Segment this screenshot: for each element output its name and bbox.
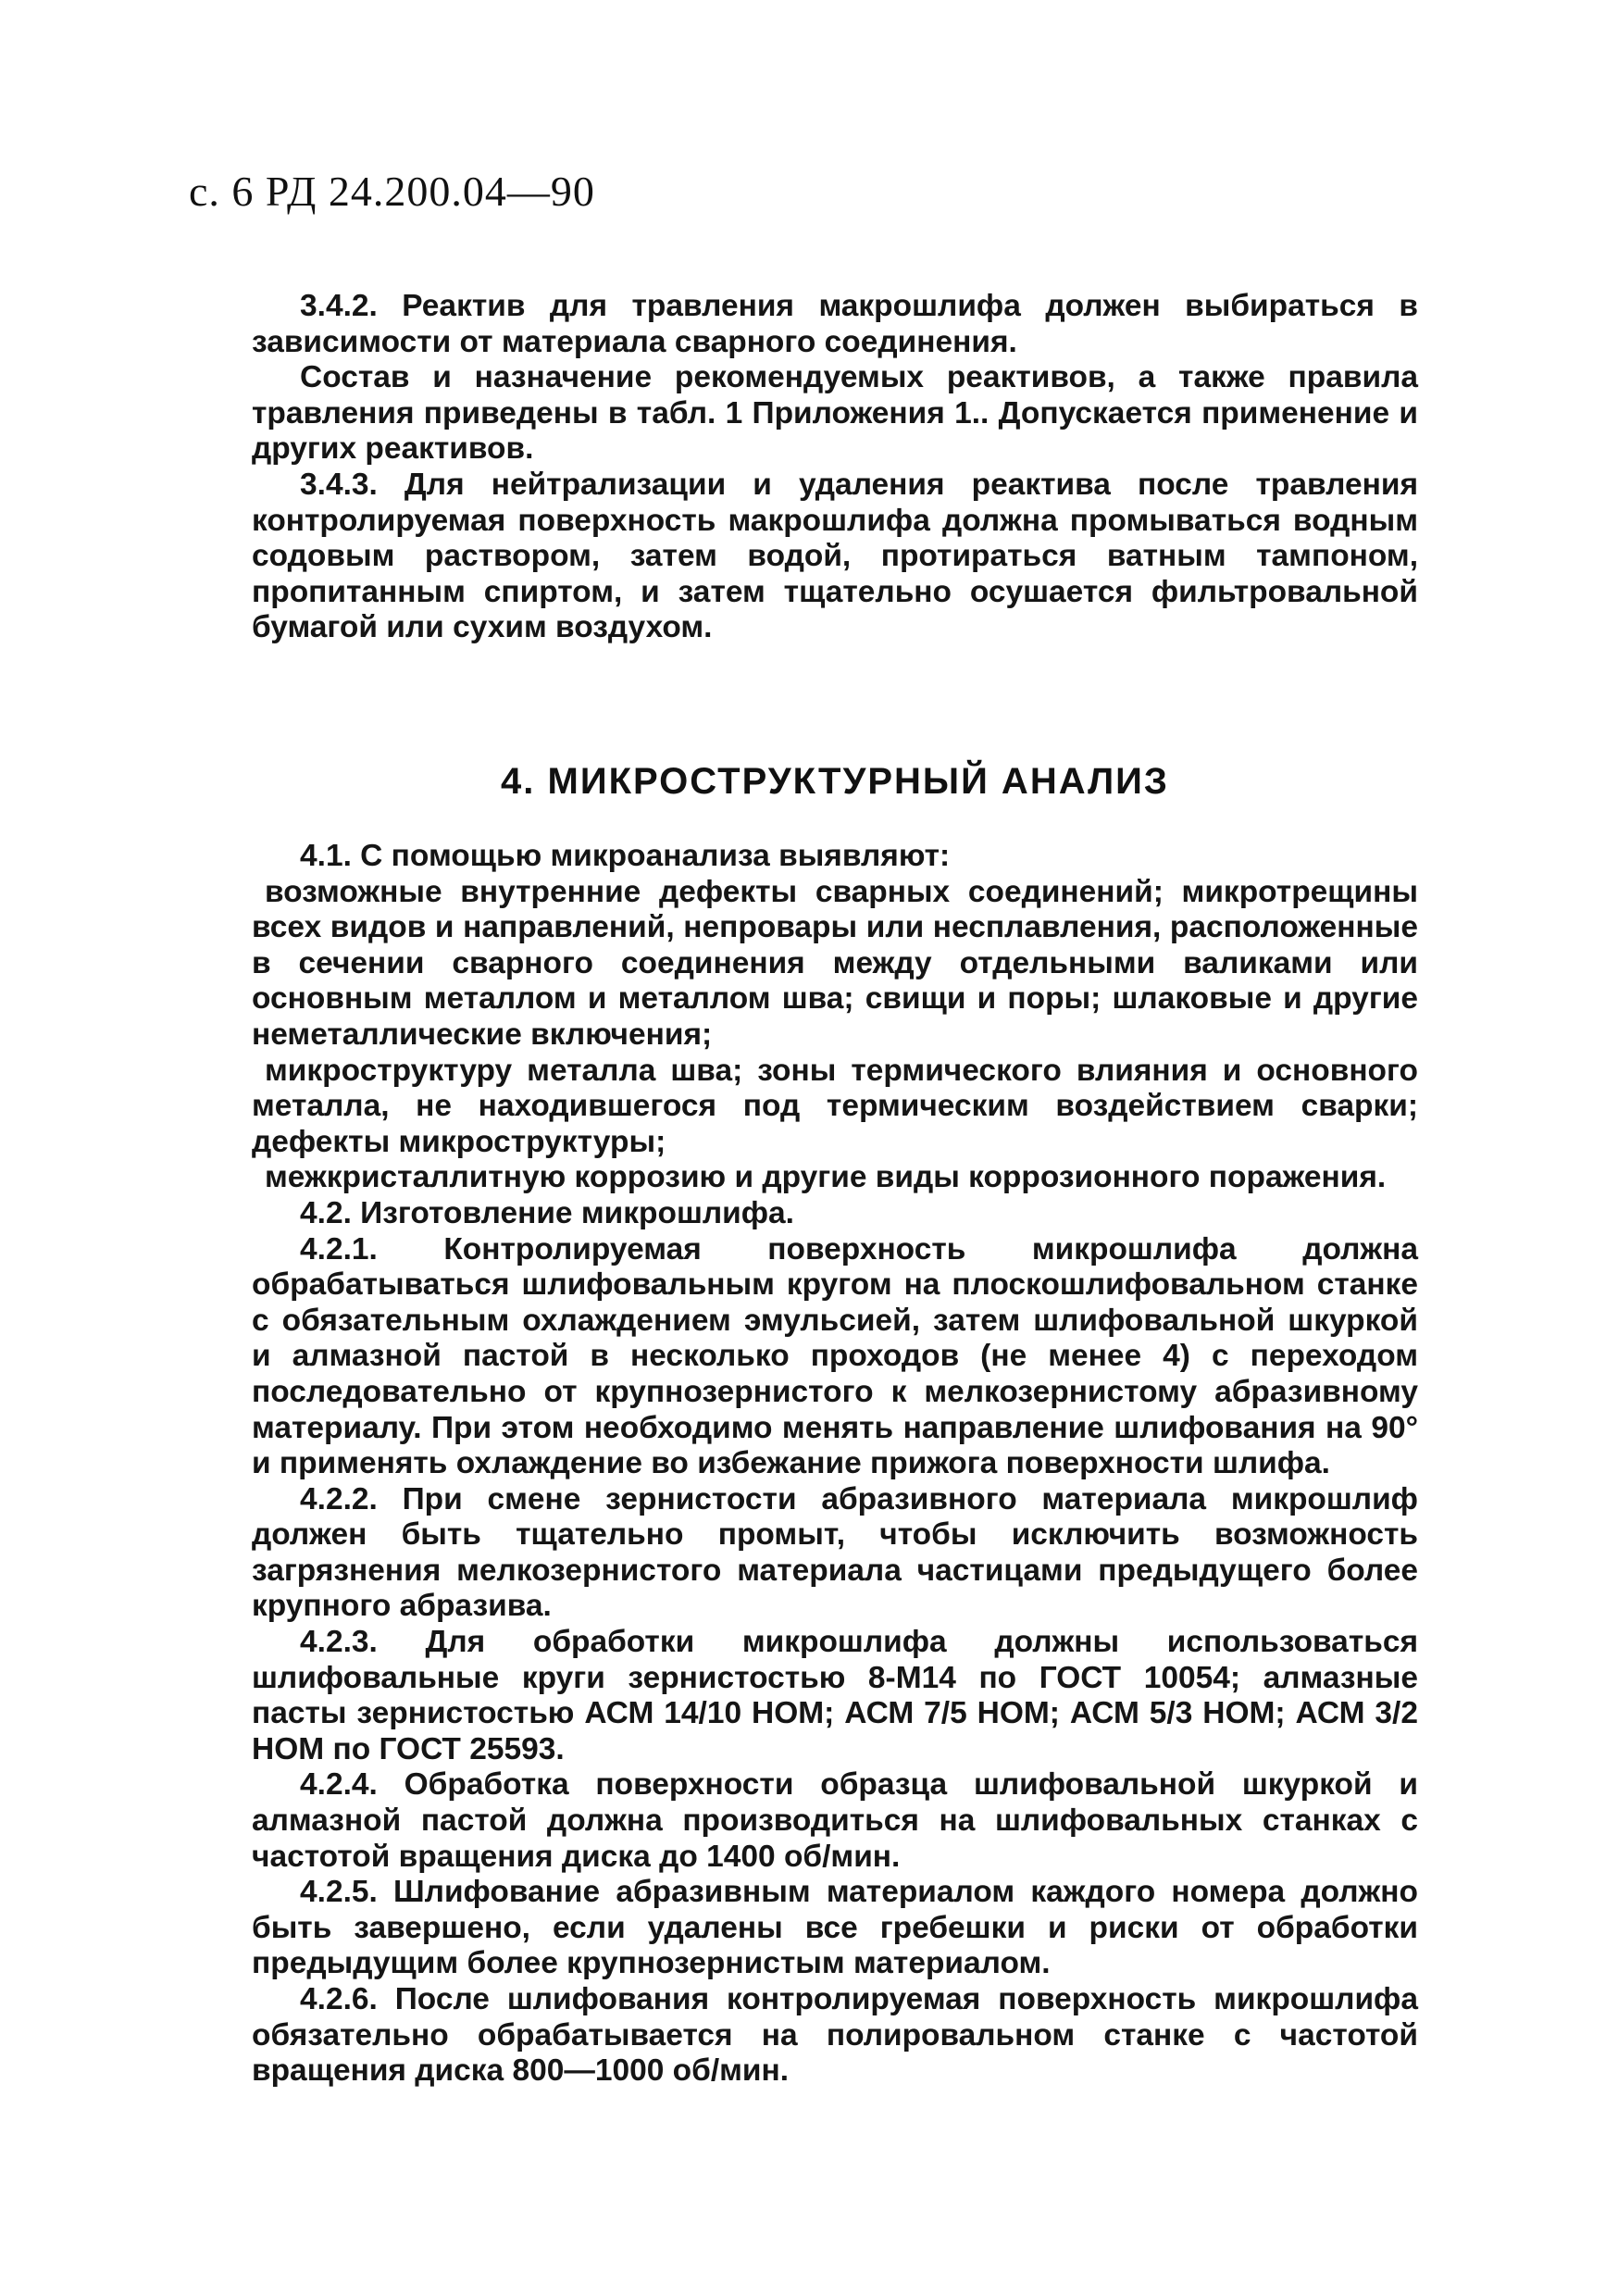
paragraph: 4.2.2. При смене зернистости абразивного материала микрошлиф должен быть тщательно промыт, чтобы исключить возможность загрязнения мелкозернистого материала частицами предыдущего более крупного абразива. — [252, 1481, 1418, 1624]
paragraph: 3.4.2. Реактив для травления макрошлифа должен выбираться в зависимости от материала сварного соединения. — [252, 289, 1418, 359]
paragraph: 4.2. Изготовление микрошлифа. — [300, 1195, 794, 1230]
page-header: с. 6 РД 24.200.04—90 — [189, 168, 595, 215]
paragraph: микроструктуру металла шва; зоны термического влияния и основного металла, не находившегося под термическим воздействием сварки; дефекты микроструктуры; — [252, 1053, 1418, 1159]
section-4-text — [252, 839, 1418, 2090]
paragraph: 3.4.3. Для нейтрализации и удаления реактива после травления контролируемая поверхность макрошлифа должна промываться водным содовым раствором, затем водой, протираться ватным тампоном, пропитанным спиртом, и затем тщательно осушается фильтровальной бумагой или сухим воздухом. — [252, 467, 1418, 645]
paragraph: возможные внутренние дефекты сварных соединений; микротрещины всех видов и направлений, непровары или несплавления, расположенные в сечении сварного соединения между отдельными валиками или основным металлом и металлом шва; свищи и поры; шлаковые и другие неметаллические включения; — [252, 874, 1418, 1052]
paragraph: 4.1. С помощью микроанализа выявляют: — [300, 839, 951, 873]
paragraph: Состав и назначение рекомендуемых реактивов, а также правила травления приведены в табл. 1 Приложения 1.. Допускается применение и других реактивов. — [252, 360, 1418, 467]
paragraph: 4.2.1. Контролируемая поверхность микрошлифа должна обрабатываться шлифовальным кругом на плоскошлифовальном станке с обязательным охлаждением эмульсией, затем шлифовальной шкуркой и алмазной пастой в несколько проходов (не менее 4) с переходом последовательно от крупнозернистого к мелкозернистому абразивному материалу. При этом необходимо менять направление шлифования на 90° и применять охлаждение во избежание прижога поверхности шлифа. — [252, 1231, 1418, 1481]
section-title: 4. МИКРОСТРУКТУРНЫЙ АНАЛИЗ — [501, 761, 1169, 802]
paragraph: 4.2.5. Шлифование абразивным материалом каждого номера должно быть завершено, если удалены все гребешки и риски от обработки предыдущим более крупнозернистым материалом. — [252, 1875, 1418, 1981]
paragraph: межкристаллитную коррозию и другие виды коррозионного поражения. — [265, 1160, 1387, 1195]
paragraph: 4.2.3. Для обработки микрошлифа должны использоваться шлифовальные круги зернистостью 8-М14 по ГОСТ 10054; алмазные пасты зернистостью АСМ 14/10 НОМ; АСМ 7/5 НОМ; АСМ 5/3 НОМ; АСМ 3/2 НОМ по ГОСТ 25593. — [252, 1625, 1418, 1766]
paragraph: 4.2.4. Обработка поверхности образца шлифовальной шкуркой и алмазной пастой должна производиться на шлифовальных станках с частотой вращения диска до 1400 об/мин. — [252, 1767, 1418, 1874]
paragraph: 4.2.6. После шлифования контролируемая поверхность микрошлифа обязательно обрабатывается на полировальном станке с частотой вращения диска 800—1000 об/мин. — [252, 1982, 1418, 2089]
section-3-text — [252, 289, 1418, 646]
